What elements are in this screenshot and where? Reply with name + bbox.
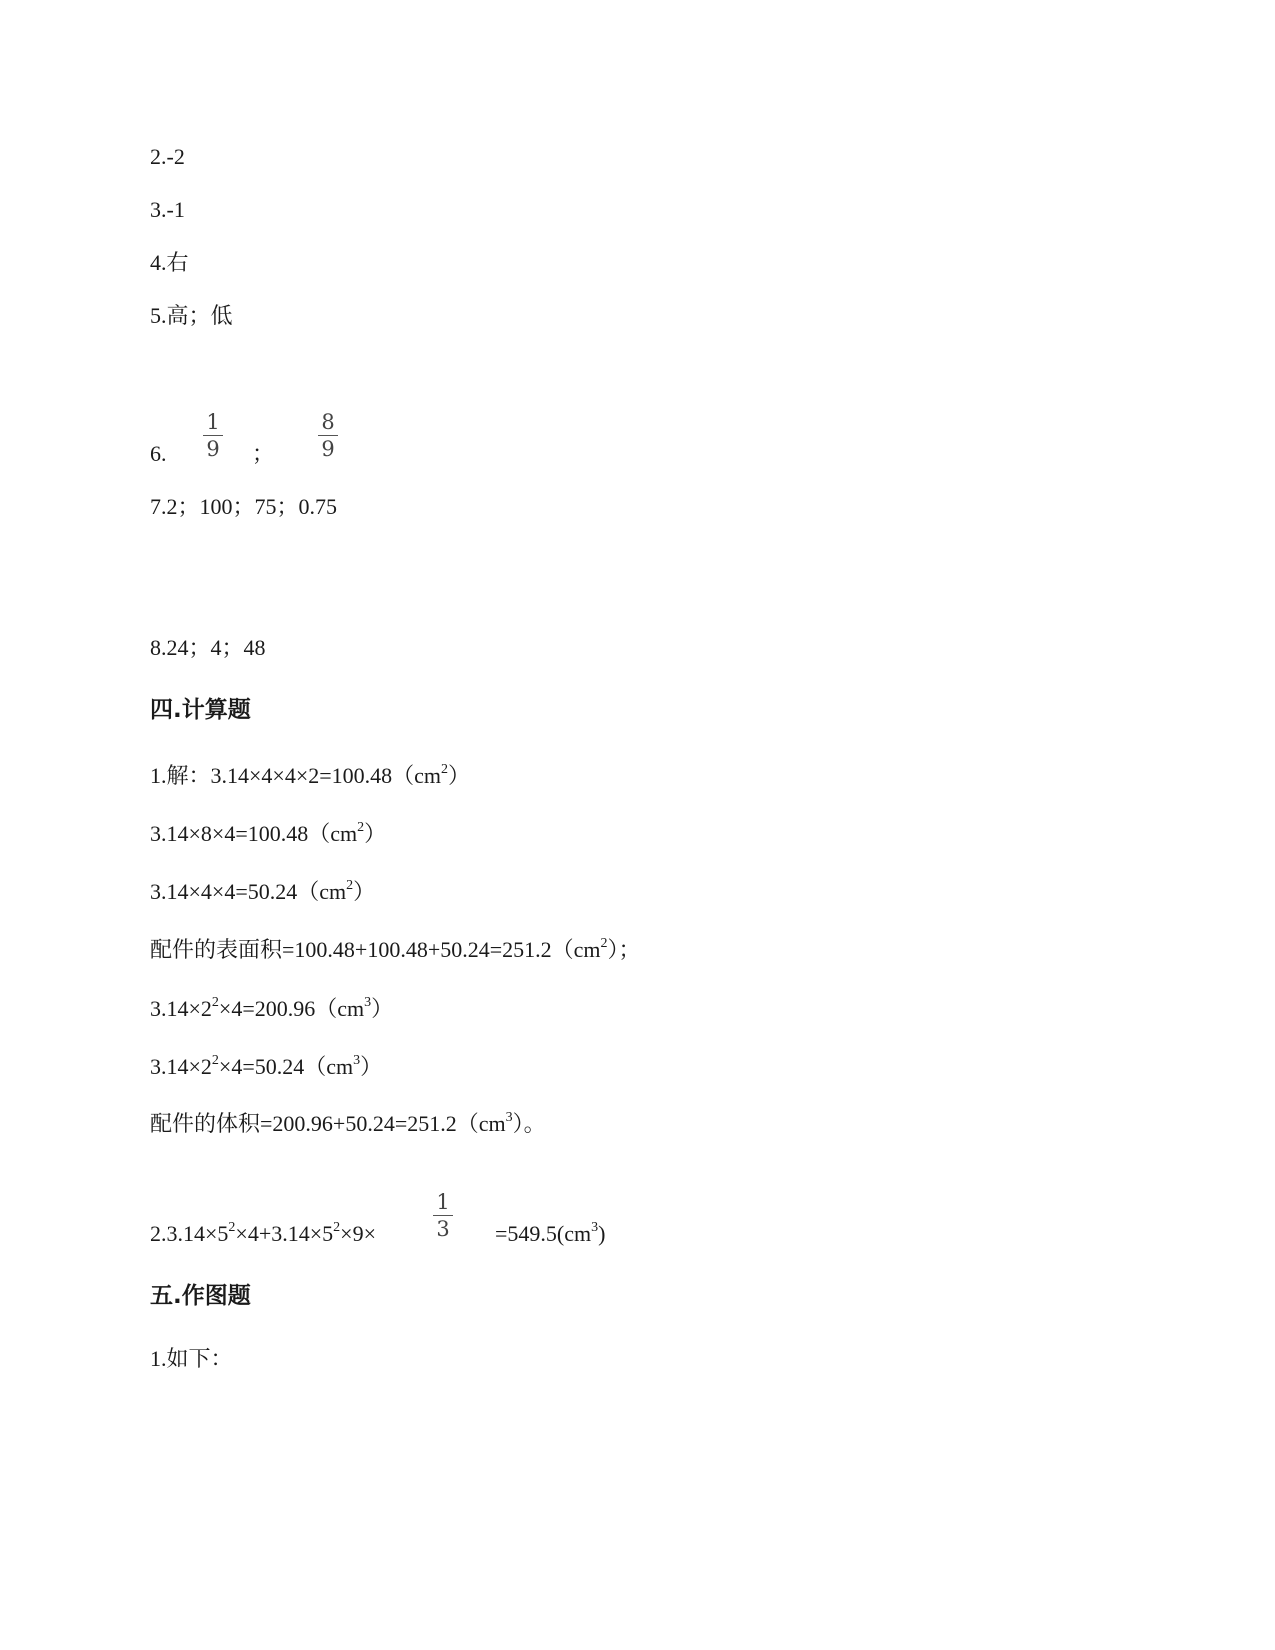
answer-6-separator: ； xyxy=(252,441,275,466)
calc-line-6: $3.14\times 2^2\times 4=50.24(cm^3)$ xyxy=(150,1052,383,1079)
answer-8: 8.24；4；48 xyxy=(150,635,266,660)
section-4-title: 四.计算题 xyxy=(150,697,251,723)
fraction-numerator: 1 xyxy=(206,410,220,434)
drawing-answer-1: 1.如下： xyxy=(150,1346,233,1371)
surface-area-line: 配件的表面积$=100.48+100.48+50.24=251.2(cm^2)$； xyxy=(150,935,641,962)
fraction-denominator: 3 xyxy=(436,1217,450,1241)
calc-line-3: $3.14\times 4\times 4=50.24(cm^2)$ xyxy=(150,877,376,904)
answer-7: 7.2；100；75；0.75 xyxy=(150,494,338,519)
fraction-one-ninth xyxy=(201,410,225,461)
answer-2: 2.-2 xyxy=(150,144,185,169)
fraction-denominator: 9 xyxy=(206,437,220,461)
fraction-denominator: 9 xyxy=(321,437,335,461)
calc-line-5: $3.14\times 2^2\times 4=200.96(cm^3)$ xyxy=(150,994,394,1021)
calc-line-2: $3.14\times 8\times 4=100.48(cm^2)$ xyxy=(150,819,387,846)
answer-5: 5.高；低 xyxy=(150,303,233,328)
fraction-numerator: 8 xyxy=(321,410,335,434)
fraction-numerator: 1 xyxy=(436,1190,450,1214)
answer-6-prefix: 6. xyxy=(150,441,167,466)
question-2-result: $=549.5(cm^3)$ xyxy=(495,1219,606,1246)
fraction-eight-ninths xyxy=(316,410,340,461)
fraction-one-third xyxy=(431,1190,455,1241)
calc-line-1: 1.解：$3.14\times 4\times 4\times 2=100.48(cm^2)$ xyxy=(150,761,471,788)
answer-3: 3.-1 xyxy=(150,197,185,222)
section-5-title: 五.作图题 xyxy=(150,1283,251,1309)
answer-4: 4.右 xyxy=(150,250,189,275)
volume-line: 配件的体积$=200.96+50.24=251.2(cm^3)$。 xyxy=(150,1109,546,1136)
question-2-expression: $2.3.14\times 5^2\times 4+3.14\times 5^2\times 9\times$ xyxy=(150,1219,376,1246)
